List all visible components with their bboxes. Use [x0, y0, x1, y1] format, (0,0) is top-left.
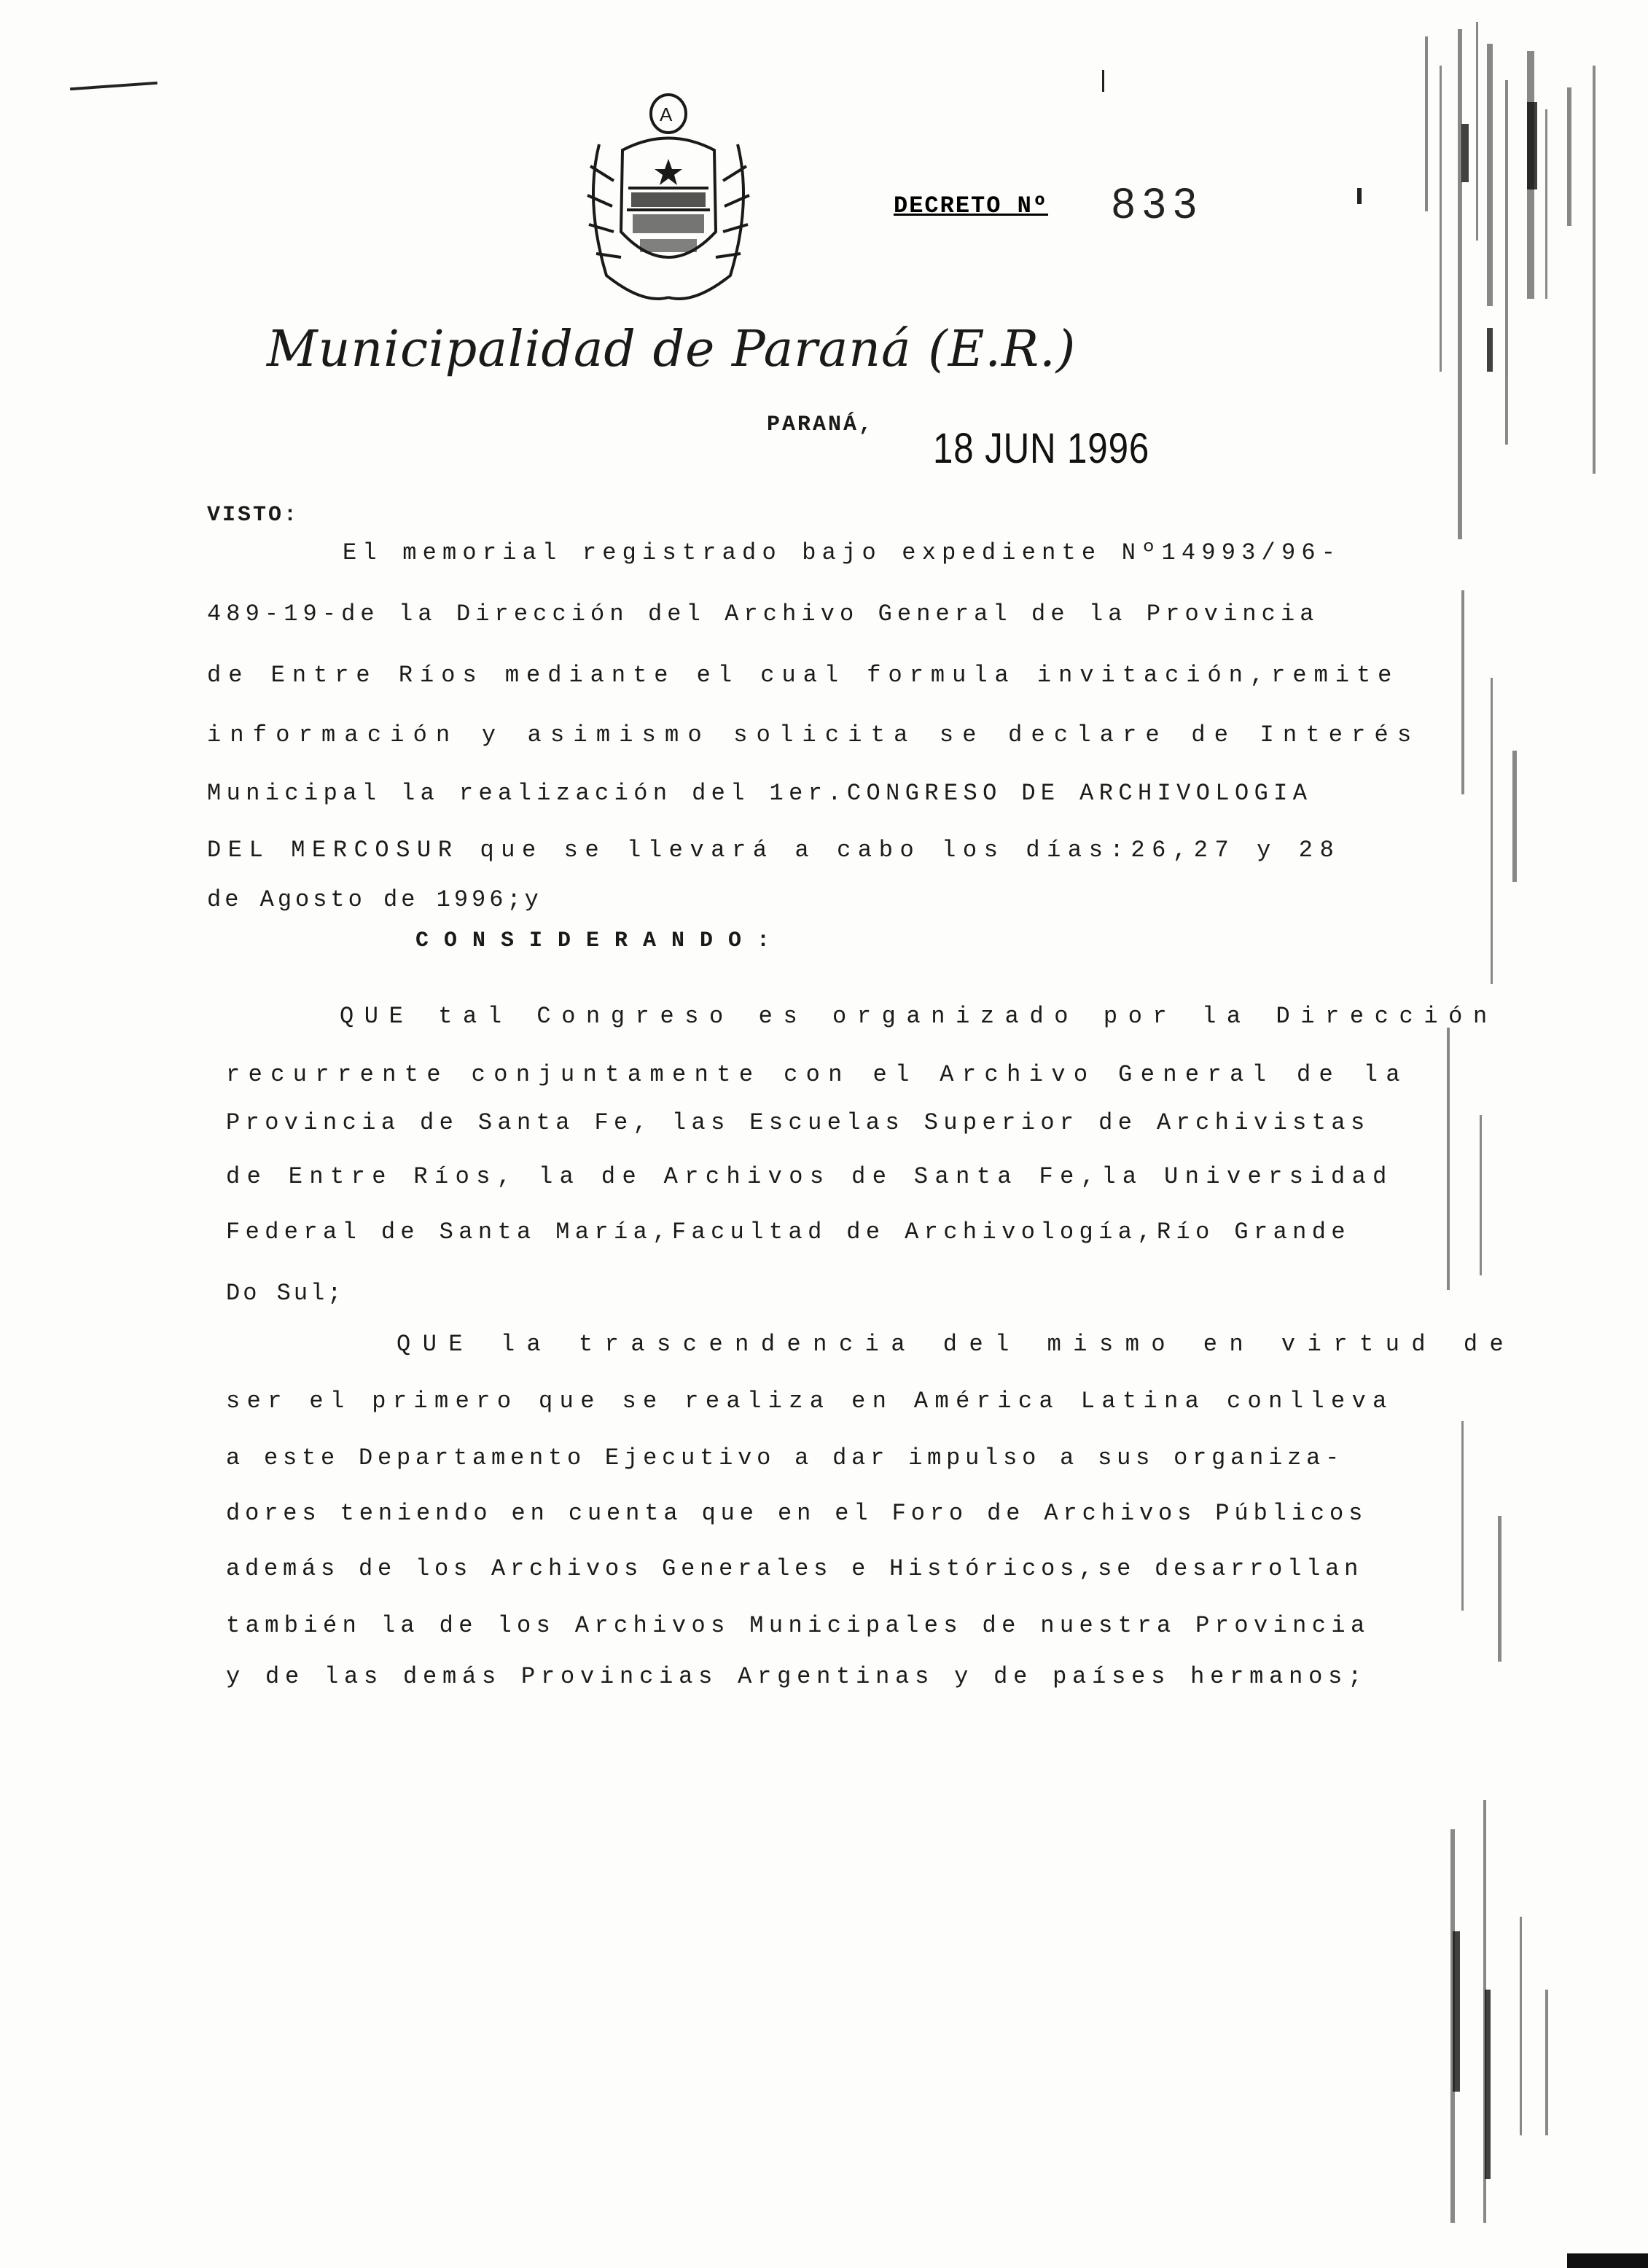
place-label: PARANÁ, [767, 412, 875, 437]
considerando-line: además de los Archivos Generales e Históricos,se desarrollan [226, 1555, 1364, 1582]
decree-number: 833 [1112, 180, 1204, 227]
decree-label [894, 191, 1048, 219]
considerando-line: dores teniendo en cuenta que en el Foro de Archivos Públicos [226, 1500, 1368, 1527]
considerando-line: QUE tal Congreso es organizado por la Dirección [340, 1003, 1498, 1030]
visto-line: DEL MERCOSUR que se llevará a cabo los días:26,27 y 28 [207, 837, 1341, 864]
considerando-line: QUE la trascendencia del mismo en virtud de [397, 1331, 1516, 1358]
scan-edge-noise [1418, 22, 1629, 2252]
considerando-line: también la de los Archivos Municipales de nuestra Provincia [226, 1612, 1370, 1639]
scan-edge-bar [1567, 2253, 1648, 2268]
svg-text:A: A [660, 103, 673, 125]
decree-label-text: DECRETO Nº [894, 192, 1049, 219]
visto-line: 489-19-de la Dirección del Archivo General de la Provincia [207, 601, 1319, 627]
municipality-letterhead: Municipalidad de Paraná (E.R.) [267, 321, 1077, 378]
coat-of-arms-icon [570, 86, 767, 312]
date-stamp: 18 JUN 1996 [933, 425, 1150, 472]
visto-line: información y asimismo solicita se declare de Interés [207, 722, 1421, 748]
considerando-line: a este Departamento Ejecutivo a dar impulso a sus organiza- [226, 1444, 1345, 1471]
visto-line: El memorial registrado bajo expediente Nº14993/96- [343, 539, 1342, 566]
scan-mark [1357, 188, 1362, 204]
considerando-line: Do Sul; [226, 1280, 345, 1307]
scan-mark [1102, 70, 1104, 92]
considerando-line: Federal de Santa María,Facultad de Archivología,Río Grande [226, 1219, 1351, 1246]
visto-line: de Agosto de 1996;y [207, 886, 542, 913]
considerando-heading: CONSIDERANDO: [415, 928, 786, 953]
considerando-line: recurrente conjuntamente con el Archivo General de la [226, 1061, 1408, 1088]
scan-mark [70, 82, 157, 90]
considerando-line: Provincia de Santa Fe, las Escuelas Superior de Archivistas [226, 1109, 1370, 1136]
considerando-line: y de las demás Provincias Argentinas y de países hermanos; [226, 1663, 1368, 1690]
considerando-line: ser el primero que se realiza en América Latina conlleva [226, 1388, 1394, 1415]
visto-line: de Entre Ríos mediante el cual formula invitación,remite [207, 662, 1399, 689]
visto-heading: VISTO: [207, 503, 300, 528]
considerando-line: de Entre Ríos, la de Archivos de Santa Fe,la Universidad [226, 1163, 1394, 1190]
visto-line: Municipal la realización del 1er.CONGRESO DE ARCHIVOLOGIA [207, 780, 1313, 807]
